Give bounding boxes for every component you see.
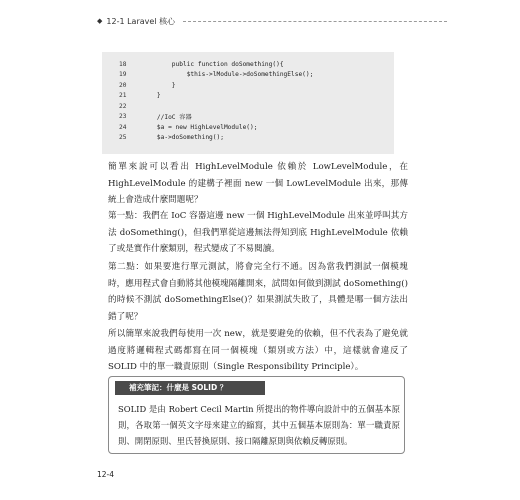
line-number: 19 [119,71,127,79]
section-title: 12-1 Laravel 核心 [106,16,176,26]
line-number: 22 [119,102,127,110]
code-text: public function doSomething(){ [142,60,284,68]
code-line [102,133,394,144]
body-paragraph: 所以簡單來說我們每使用一次 new，就是要避免的依賴，但不代表為了避免就過度將邏輯程式碼都寫在同一個模塊（類別或方法）中，這樣就會違反了 SOLID 中的單一職責原則（Single Responsibility Principle）。 [108,329,408,372]
code-line [102,112,394,123]
line-number: 25 [119,134,127,142]
body-paragraph: 第一點：我們在 IoC 容器這邊 new 一個 HighLevelModule 出來並呼叫其方法 doSomething()，但我們單從這邊無法得知到底 HighLevelModule 依賴了或是實作什麼類別，程式變成了不易閱讀。 [108,211,408,254]
code-block [102,52,394,154]
code-line [102,91,394,102]
diamond-bullet-icon: ◆ [97,17,103,25]
line-number: 18 [119,60,127,68]
page-number: 12-4 [97,470,115,479]
code-text: $a = new HighLevelModule(); [142,123,258,131]
header-rule [183,21,447,22]
note-title: 補充筆記：什麼是 SOLID ？ [115,381,265,395]
body-paragraph: 簡單來說可以看出 HighLevelModule 依賴於 LowLevelModule，在 HighLevelModule 的建構子裡面 new 一個 LowLevelModule 出來，那傳統上會造成什麼問題呢？ [108,162,408,205]
code-text: //IoC 容器 [142,114,192,122]
code-line [102,59,394,70]
note-body: SOLID 是由 Robert Cecil Martin 所提出的物件導向設計中的五個基本原則，各取第一個英文字母來建立的縮寫，其中五個基本原則為：單一職責原則、開閉原則、里氏替換原則、接口隔離原則與依賴反轉原則。 [118,404,400,446]
code-text: $this->lModule->doSomethingElse(); [142,71,314,79]
code-line [102,101,394,112]
code-line [102,70,394,81]
line-number: 23 [119,113,127,121]
code-line [102,80,394,91]
line-number: 20 [119,81,127,89]
supplementary-note-box [108,376,405,454]
running-header [97,14,447,28]
code-line [102,122,394,133]
code-text: } [142,81,176,89]
code-text: } [142,92,161,100]
code-text: $a->doSomething(); [142,134,224,142]
line-number: 21 [119,92,127,100]
body-paragraph: 第二點：如果要進行單元測試，將會完全行不通。因為當我們測試一個模塊時，應用程式會自動將其他模塊隔離開來，試問如何做到測試 doSomething() 的時候不測試 doSomethingElse()？如果測試失敗了，具體是哪一個方法出錯了呢？ [108,262,408,322]
line-number: 24 [119,123,127,131]
